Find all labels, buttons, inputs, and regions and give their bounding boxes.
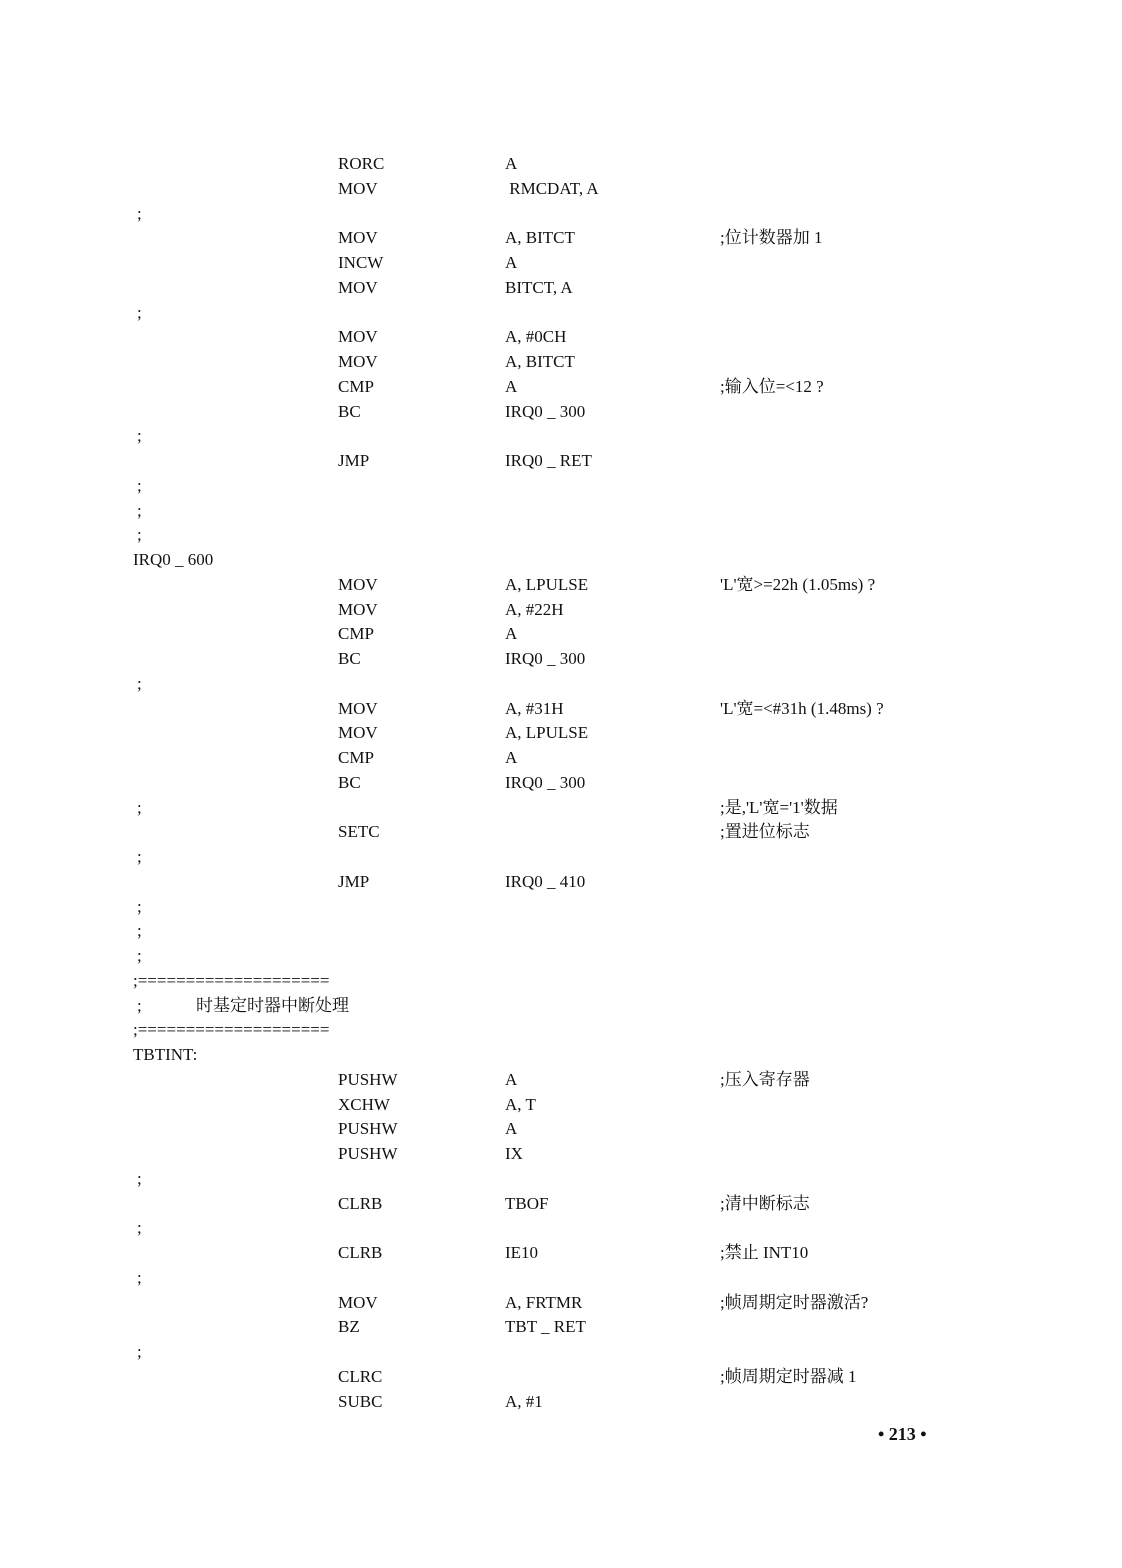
opcode: PUSHW bbox=[338, 1144, 398, 1163]
operand: A bbox=[505, 253, 518, 272]
opcode: CLRB bbox=[338, 1193, 383, 1213]
operand: IRQ0 _ RET bbox=[505, 451, 592, 470]
code-line bbox=[0, 400, 1122, 425]
opcode: MOV bbox=[338, 599, 378, 619]
code-line bbox=[0, 424, 1122, 449]
line-label: ; bbox=[137, 797, 142, 817]
code-line bbox=[0, 375, 1122, 400]
opcode: RORC bbox=[338, 154, 385, 173]
operand: A, LPULSE bbox=[505, 574, 589, 594]
code-line bbox=[0, 449, 1122, 474]
opcode: JMP bbox=[338, 451, 370, 470]
opcode: MOV bbox=[338, 1292, 378, 1312]
operand: A, BITCT bbox=[505, 352, 575, 371]
line-label: ; bbox=[137, 1218, 142, 1238]
operand: A bbox=[505, 376, 518, 396]
opcode: BC bbox=[338, 649, 361, 668]
operand: A, BITCT bbox=[505, 228, 575, 248]
line-label: ; bbox=[137, 302, 142, 322]
operand: BITCT, A bbox=[505, 277, 573, 297]
code-line bbox=[0, 895, 1122, 920]
code-line bbox=[0, 845, 1122, 870]
code-line bbox=[0, 870, 1122, 895]
code-line bbox=[0, 746, 1122, 771]
operand: A bbox=[505, 154, 518, 173]
code-line bbox=[0, 548, 1122, 573]
opcode: JMP bbox=[338, 871, 370, 891]
code-line bbox=[0, 350, 1122, 375]
operand: IX bbox=[505, 1144, 523, 1163]
operand: A, #1 bbox=[505, 1391, 543, 1411]
code-line bbox=[0, 301, 1122, 326]
line-label: ; bbox=[137, 673, 142, 693]
comment: ;置进位标志 bbox=[720, 822, 810, 842]
line-label: ; bbox=[137, 847, 142, 866]
line-label: ; bbox=[137, 1342, 142, 1361]
operand: A, LPULSE bbox=[505, 723, 589, 743]
line-label: ; bbox=[137, 500, 142, 520]
code-line bbox=[0, 226, 1122, 251]
operand: A, #0CH bbox=[505, 327, 567, 347]
code-line bbox=[0, 994, 1122, 1019]
operand: IRQ0 _ 300 bbox=[505, 772, 586, 792]
opcode: CLRB bbox=[338, 1243, 383, 1262]
opcode: MOV bbox=[338, 723, 378, 743]
code-line bbox=[0, 276, 1122, 301]
code-line bbox=[0, 1192, 1122, 1217]
code-line bbox=[0, 1117, 1122, 1142]
code-line bbox=[0, 969, 1122, 994]
code-line bbox=[0, 1340, 1122, 1365]
operand: A, T bbox=[505, 1094, 536, 1114]
opcode: MOV bbox=[338, 698, 378, 718]
comment: ;输入位=<12 ? bbox=[720, 376, 824, 396]
operand: A bbox=[505, 624, 518, 644]
code-line bbox=[0, 919, 1122, 944]
code-line bbox=[0, 573, 1122, 598]
opcode: XCHW bbox=[338, 1094, 390, 1114]
section-heading: 时基定时器中断处理 bbox=[196, 995, 349, 1015]
operand: TBT _ RET bbox=[505, 1317, 586, 1337]
code-line bbox=[0, 1266, 1122, 1291]
opcode: MOV bbox=[338, 178, 378, 198]
opcode: CLRC bbox=[338, 1366, 383, 1386]
code-line bbox=[0, 1216, 1122, 1241]
opcode: SETC bbox=[338, 822, 380, 842]
operand: IRQ0 _ 300 bbox=[505, 401, 586, 421]
opcode: SUBC bbox=[338, 1391, 383, 1411]
code-line bbox=[0, 622, 1122, 647]
code-line bbox=[0, 1043, 1122, 1068]
comment: ;位计数器加 1 bbox=[720, 228, 823, 248]
line-label: TBTINT: bbox=[133, 1045, 198, 1064]
code-line bbox=[0, 177, 1122, 202]
opcode: MOV bbox=[338, 277, 378, 297]
code-line bbox=[0, 1390, 1122, 1415]
operand: TBOF bbox=[505, 1193, 549, 1213]
code-line bbox=[0, 820, 1122, 845]
opcode: MOV bbox=[338, 352, 378, 371]
code-line bbox=[0, 325, 1122, 350]
comment: ;压入寄存器 bbox=[720, 1069, 810, 1089]
line-label: ; bbox=[137, 995, 142, 1015]
line-label: ; bbox=[137, 1267, 142, 1287]
opcode: MOV bbox=[338, 574, 378, 594]
opcode: CMP bbox=[338, 748, 374, 767]
code-line bbox=[0, 152, 1122, 177]
opcode: BC bbox=[338, 772, 361, 792]
line-label: ; bbox=[137, 475, 142, 495]
opcode: CMP bbox=[338, 376, 374, 396]
opcode: MOV bbox=[338, 327, 378, 347]
operand: RMCDAT, A bbox=[505, 178, 599, 198]
code-line bbox=[0, 771, 1122, 796]
line-label: ; bbox=[137, 426, 142, 446]
code-line bbox=[0, 1291, 1122, 1316]
comment: 'L'宽>=22h (1.05ms) ? bbox=[720, 574, 876, 594]
line-label: ;==================== bbox=[133, 970, 330, 990]
operand: A, #22H bbox=[505, 599, 564, 619]
code-line bbox=[0, 1315, 1122, 1340]
comment: ;帧周期定时器激活? bbox=[720, 1292, 869, 1312]
comment: ;帧周期定时器减 1 bbox=[720, 1366, 857, 1386]
code-line bbox=[0, 202, 1122, 227]
operand: A bbox=[505, 748, 518, 767]
opcode: CMP bbox=[338, 624, 374, 644]
operand: A bbox=[505, 1119, 518, 1139]
assembly-listing bbox=[0, 152, 1122, 1414]
code-line bbox=[0, 721, 1122, 746]
line-label: ; bbox=[137, 946, 142, 965]
line-label: ; bbox=[137, 921, 142, 941]
opcode: PUSHW bbox=[338, 1069, 398, 1089]
code-line bbox=[0, 1018, 1122, 1043]
opcode: PUSHW bbox=[338, 1119, 398, 1139]
comment: ;禁止 INT10 bbox=[720, 1243, 809, 1262]
code-line bbox=[0, 499, 1122, 524]
code-line bbox=[0, 672, 1122, 697]
opcode: BZ bbox=[338, 1317, 360, 1337]
opcode: MOV bbox=[338, 228, 378, 248]
line-label: ; bbox=[137, 203, 142, 223]
code-line bbox=[0, 251, 1122, 276]
comment: 'L'宽=<#31h (1.48ms) ? bbox=[720, 698, 884, 718]
code-line bbox=[0, 1241, 1122, 1266]
operand: IRQ0 _ 410 bbox=[505, 871, 586, 891]
code-line bbox=[0, 1142, 1122, 1167]
opcode: BC bbox=[338, 401, 361, 421]
line-label: ; bbox=[137, 1168, 142, 1188]
code-line bbox=[0, 1068, 1122, 1093]
operand: IE10 bbox=[505, 1243, 539, 1262]
page-number: • 213 • bbox=[878, 1424, 927, 1444]
operand: A bbox=[505, 1069, 518, 1089]
operand: IRQ0 _ 300 bbox=[505, 649, 586, 668]
line-label: ;==================== bbox=[133, 1020, 330, 1040]
operand: A, #31H bbox=[505, 698, 564, 718]
operand: A, FRTMR bbox=[505, 1292, 583, 1312]
opcode: INCW bbox=[338, 253, 384, 272]
line-label: ; bbox=[137, 896, 142, 916]
code-line bbox=[0, 474, 1122, 499]
code-line bbox=[0, 523, 1122, 548]
code-line bbox=[0, 1167, 1122, 1192]
line-label: IRQ0 _ 600 bbox=[133, 550, 214, 569]
code-line bbox=[0, 944, 1122, 969]
comment: ;清中断标志 bbox=[720, 1193, 810, 1213]
code-line bbox=[0, 1365, 1122, 1390]
line-label: ; bbox=[137, 525, 142, 545]
comment: ;是,'L'宽='1'数据 bbox=[720, 797, 838, 817]
code-line bbox=[0, 796, 1122, 821]
code-line bbox=[0, 1093, 1122, 1118]
code-line bbox=[0, 647, 1122, 672]
code-line bbox=[0, 598, 1122, 623]
code-line bbox=[0, 697, 1122, 722]
